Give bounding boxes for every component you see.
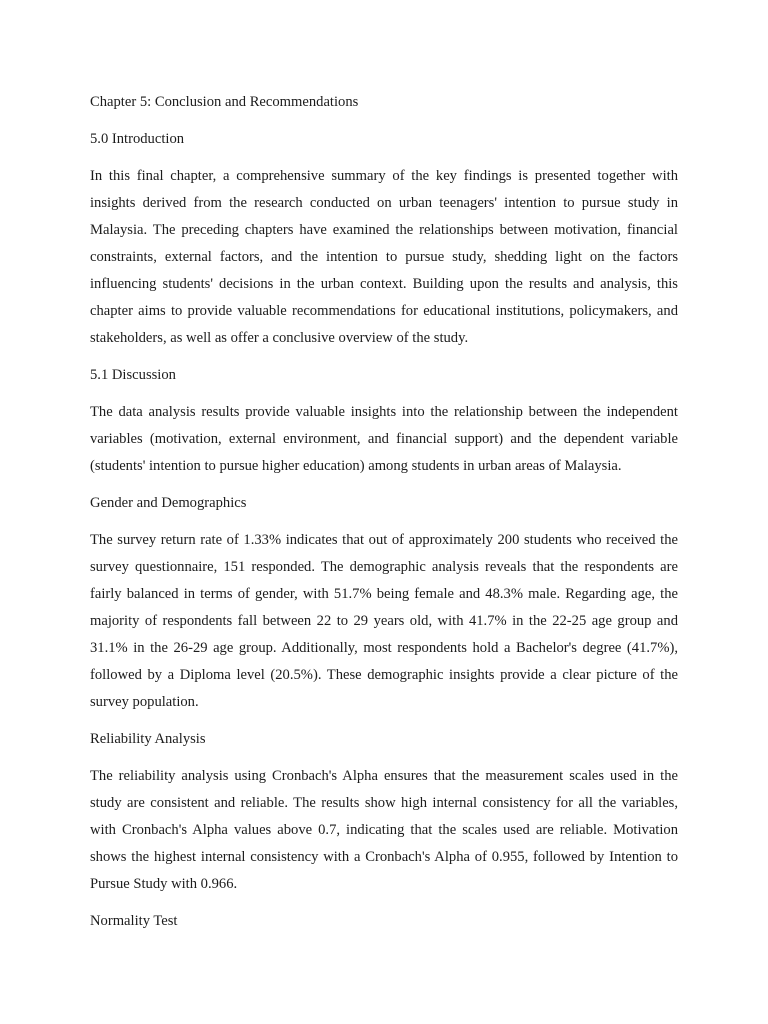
section-body-introduction: In this final chapter, a comprehensive summary of the key findings is presented together with insights derived from the research conducted on urban teenagers' intention to pursue study in Malaysia. The preceding chapters have examined the relationships between motivation, financial constraints, external factors, and the intention to pursue study, shedding light on the factors influencing students' decisions in the urban context. Building upon the results and analysis, this chapter aims to provide valuable recommendations for educational institutions, policymakers, and stakeholders, as well as offer a conclusive overview of the study. — [90, 168, 678, 346]
section-body-reliability-analysis: The reliability analysis using Cronbach's Alpha ensures that the measurement scales used in the study are consistent and reliable. The results show high internal consistency for all the variables, with Cronbach's Alpha values above 0.7, indicating that the scales used are reliable. Motivation shows the highest internal consistency with a Cronbach's Alpha of 0.955, followed by Intention to Pursue Study with 0.966. — [90, 768, 678, 892]
document-page — [90, 89, 678, 935]
section-heading-introduction: 5.0 Introduction — [90, 131, 185, 147]
section-heading-discussion: 5.1 Discussion — [90, 367, 176, 383]
section-heading-reliability-analysis: Reliability Analysis — [90, 731, 206, 747]
section-heading-gender-demographics: Gender and Demographics — [90, 495, 247, 511]
section-body-gender-demographics: The survey return rate of 1.33% indicates that out of approximately 200 students who received the survey questionnaire, 151 responded. The demographic analysis reveals that the respondents are fairly balanced in terms of gender, with 51.7% being female and 48.3% male. Regarding age, the majority of respondents fall between 22 to 29 years old, with 41.7% in the 22-25 age group and 31.1% in the 26-29 age group. Additionally, most respondents hold a Bachelor's degree (41.7%), followed by a Diploma level (20.5%). These demographic insights provide a clear picture of the survey population. — [90, 532, 678, 710]
section-body-discussion: The data analysis results provide valuable insights into the relationship between the independent variables (motivation, external environment, and financial support) and the dependent variable (students' intention to pursue higher education) among students in urban areas of Malaysia. — [90, 404, 678, 474]
chapter-title: Chapter 5: Conclusion and Recommendations — [90, 94, 359, 110]
section-heading-normality-test: Normality Test — [90, 913, 178, 929]
